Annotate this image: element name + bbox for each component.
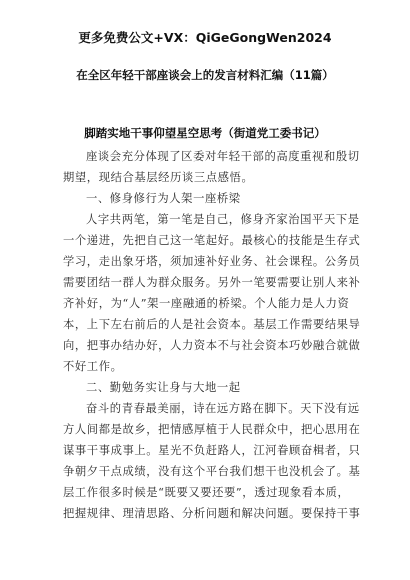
body-line: 学习，走出象牙塔，须加速补好业务、社会课程。公务员 [63,255,361,268]
body-line: 谋事干事成事上。星光不负赶路人，江河眷顾奋楫者，只 [63,444,361,457]
body-line: 向，把事办结办好，人力资本不与社会资本巧妙融合就做 [63,339,361,352]
body-line: 齐补好，为“人”架一座融通的桥梁。个人能力是人力资 [63,297,350,310]
body-line: 层工作很多时候是“既要又要还要”，透过现象看本质， [63,486,350,499]
document-body [63,146,363,524]
body-line: 不好工作。 [63,360,123,373]
body-line: 需要团结一群人为群众服务。另外一笔要需要让别人来补 [63,276,361,289]
section-title: 脚踏实地干事仰望星空思考（街道党工委书记） [84,126,326,140]
body-line: 人字共两笔，第一笔是自己，修身齐家治国平天下是 [86,213,360,226]
body-line: 奋斗的青春最美丽，诗在远方路在脚下。天下没有远 [86,402,360,415]
body-line: 方人间都是故乡，把情感厚植于人民群众中，把心思用在 [63,423,361,436]
document-title: 在全区年轻干部座谈会上的发言材料汇编（11篇） [76,68,334,82]
header-watermark-text: 更多免费公文+VX：QiGeGongWen2024 [78,30,332,45]
body-line: 争朝夕干点成绩，没有这个平台我们想干也没机会了。基 [63,465,361,478]
body-line: 把握规律、理清思路、分析问题和解决问题。要保持干事 [63,507,361,520]
body-line: 期望，现结合基层经历谈三点感悟。 [63,171,254,184]
section-heading: 一、修身修行为人架一座桥梁 [86,192,241,205]
body-line: 一个递进，先把自己这一笔起好。最核心的技能是生存式 [63,234,361,247]
body-line: 本，上下左右前后的人是社会资本。基层工作需要结果导 [63,318,361,331]
section-heading: 二、勤勉务实让身与大地一起 [86,381,241,394]
body-line: 座谈会充分体现了区委对年轻干部的高度重视和殷切 [86,150,360,163]
